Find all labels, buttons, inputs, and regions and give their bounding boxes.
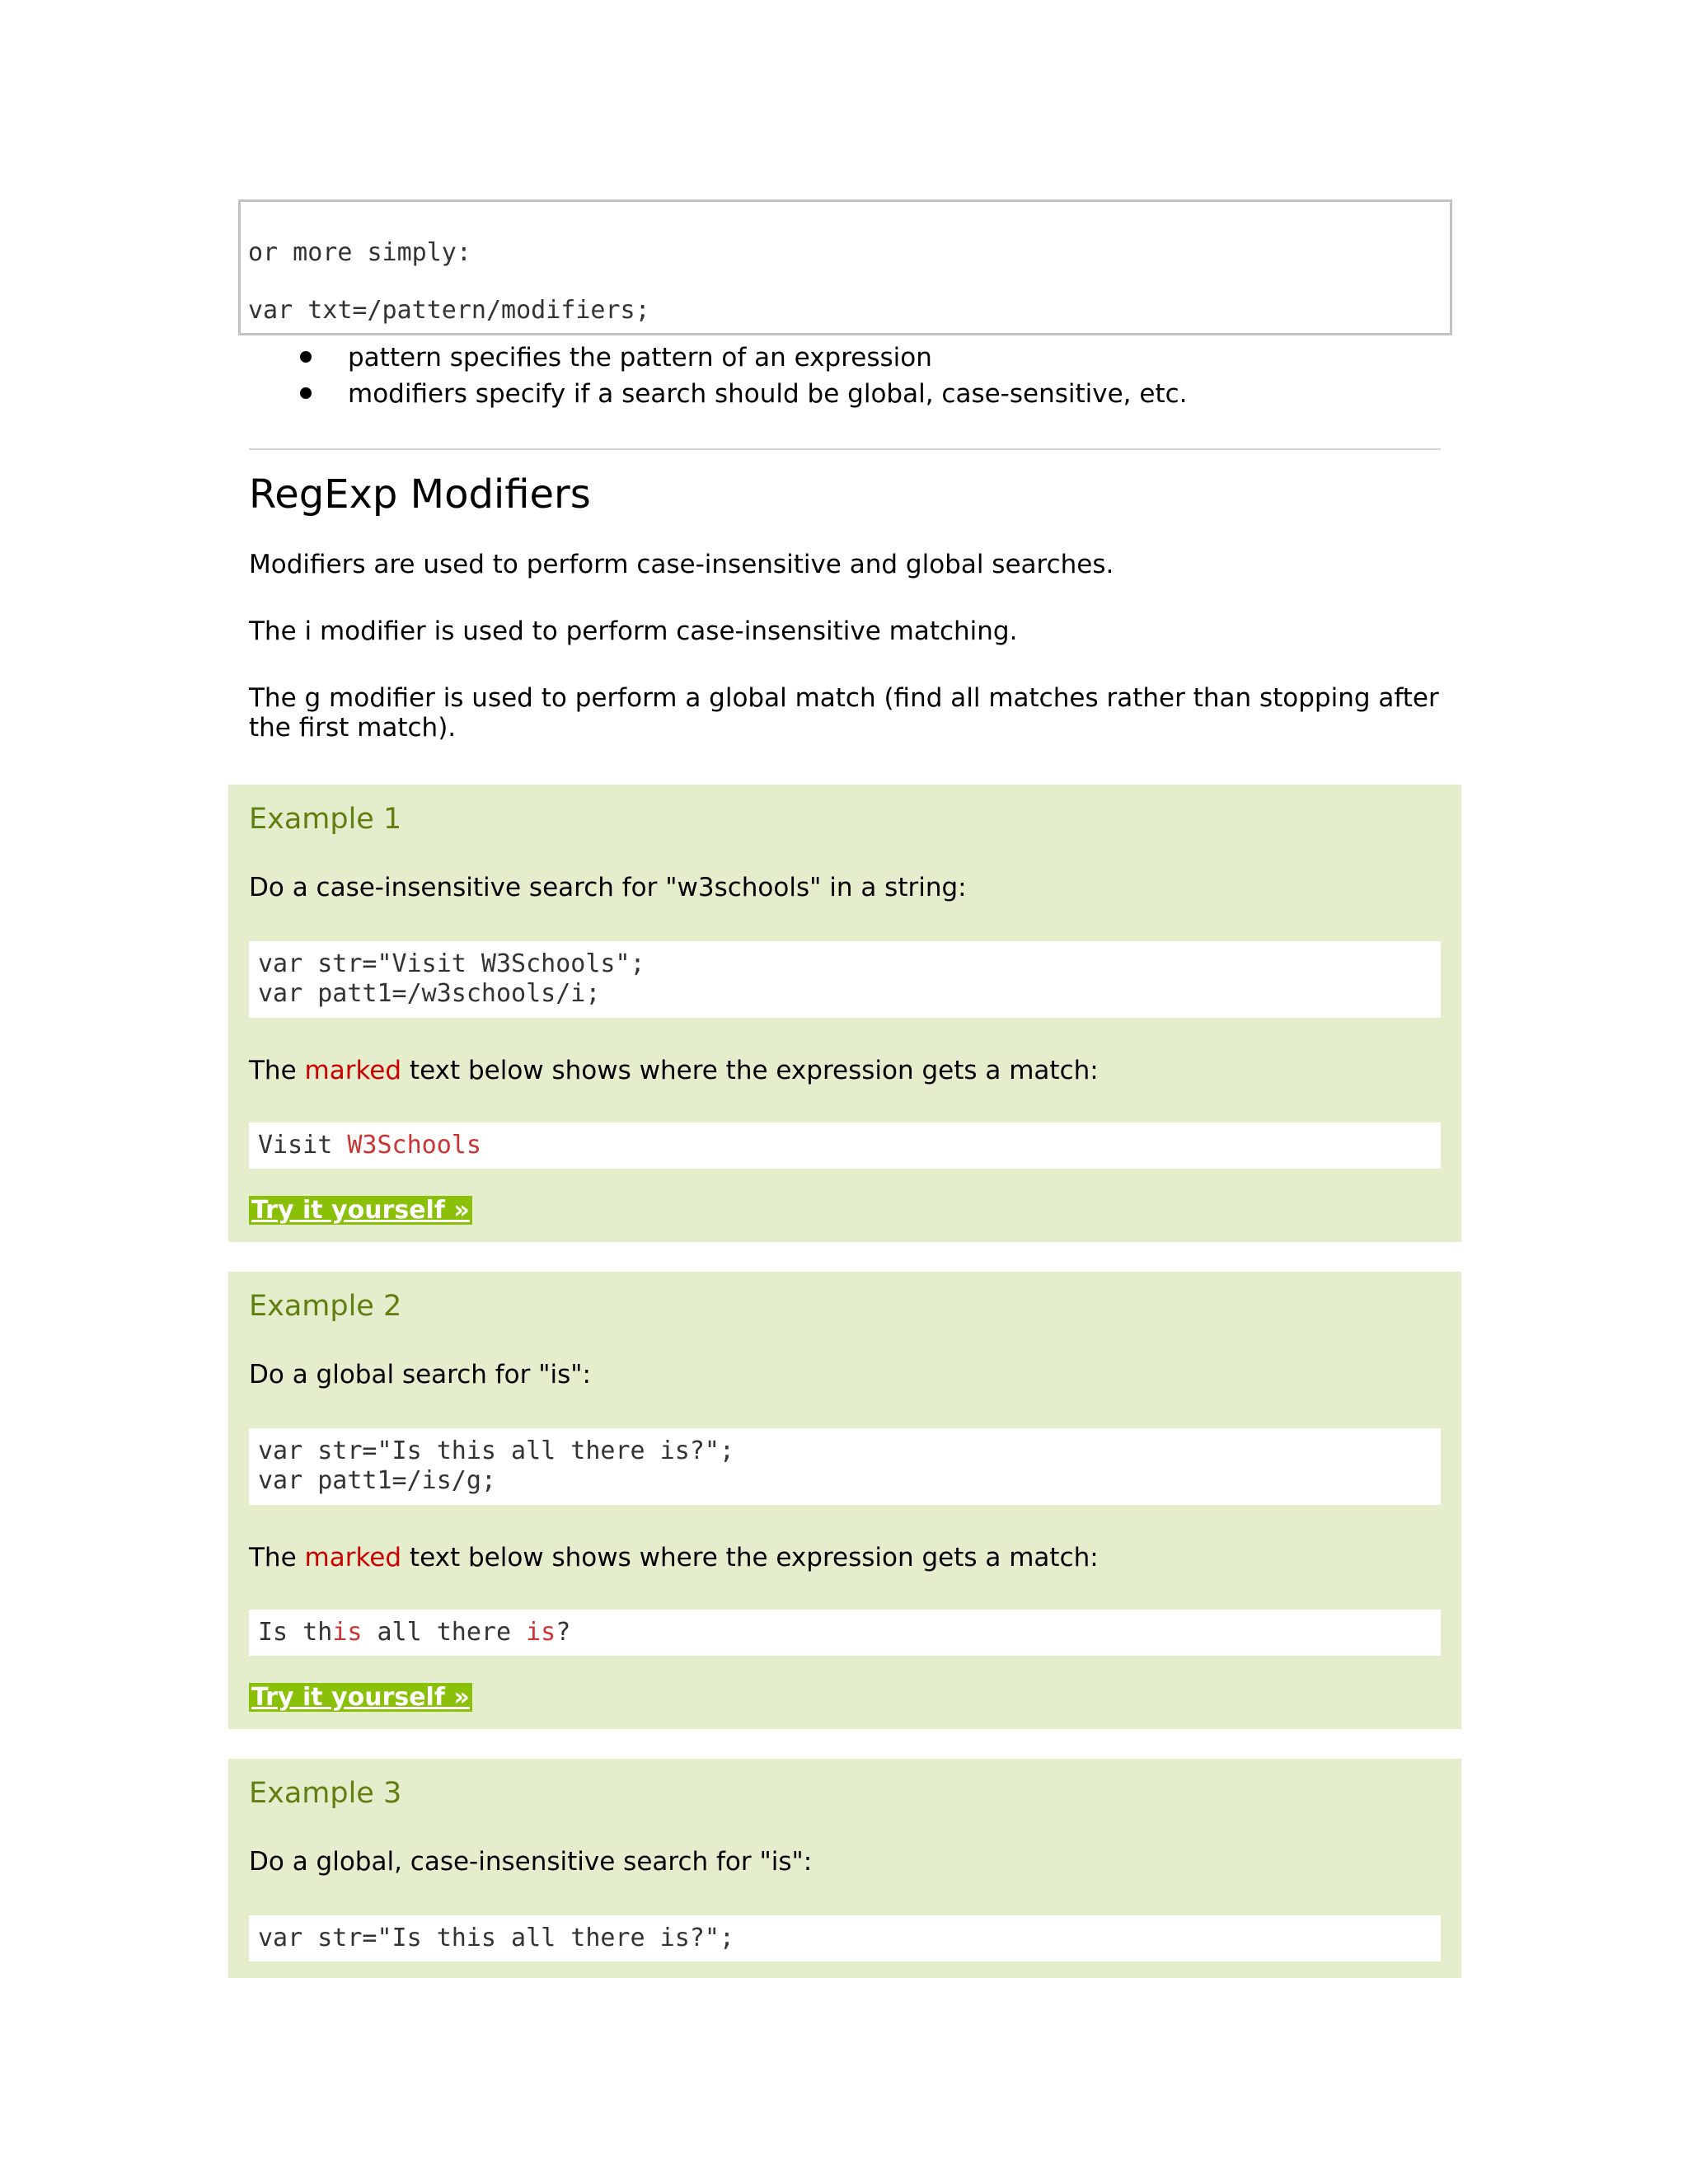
example-description: Do a global, case-insensitive search for "is": <box>249 1847 813 1877</box>
marked-explanation: The marked text below shows where the expression gets a match: <box>249 1056 1099 1085</box>
match-highlight: W3Schools <box>347 1131 481 1160</box>
section-title: RegExp Modifiers <box>249 471 591 518</box>
example-title: Example 1 <box>249 803 402 836</box>
bullet-icon <box>300 351 312 363</box>
marked-explanation: The marked text below shows where the expression gets a match: <box>249 1543 1099 1572</box>
code-block <box>249 1428 1441 1505</box>
paragraph: The i modifier is used to perform case-insensitive matching. <box>249 616 1018 646</box>
code-line: var patt1=/is/g; <box>258 1466 496 1495</box>
code-line: var patt1=/w3schools/i; <box>258 979 601 1008</box>
match-result: Visit W3Schools <box>249 1122 1441 1169</box>
syntax-line: var txt=/pattern/modifiers; <box>248 296 650 325</box>
match-result: Is this all there is? <box>249 1610 1441 1656</box>
example-description: Do a global search for "is": <box>249 1360 591 1390</box>
syntax-line: or more simply: <box>248 238 471 267</box>
example-description: Do a case-insensitive search for "w3schools" in a string: <box>249 873 967 902</box>
try-it-yourself-button[interactable]: Try it yourself » <box>249 1196 472 1225</box>
code-line: var str="Is this all there is?"; <box>258 1436 734 1465</box>
example-title: Example 3 <box>249 1777 402 1810</box>
match-highlight: is <box>526 1618 556 1647</box>
example-1-box <box>228 785 1461 1242</box>
list-item: pattern specifies the pattern of an expression <box>247 340 1188 376</box>
example-title: Example 2 <box>249 1290 402 1323</box>
example-2-box <box>228 1272 1461 1729</box>
code-line: var str="Is this all there is?"; <box>258 1924 734 1952</box>
code-line: var str="Visit W3Schools"; <box>258 949 645 978</box>
try-it-yourself-button[interactable]: Try it yourself » <box>249 1683 472 1712</box>
syntax-code-box <box>238 199 1452 335</box>
list-item: modifiers specify if a search should be global, case-sensitive, etc. <box>247 376 1188 412</box>
code-block <box>249 1915 1441 1961</box>
match-highlight: is <box>332 1618 363 1647</box>
modifier-bullet-list <box>247 340 1188 412</box>
example-3-box <box>228 1759 1461 1978</box>
paragraph: The g modifier is used to perform a global match (find all matches rather than stopping after the first match). <box>249 683 1439 743</box>
paragraph: Modifiers are used to perform case-insensitive and global searches. <box>249 550 1114 579</box>
code-block <box>249 941 1441 1018</box>
section-divider <box>249 448 1441 450</box>
bullet-icon <box>300 387 312 399</box>
